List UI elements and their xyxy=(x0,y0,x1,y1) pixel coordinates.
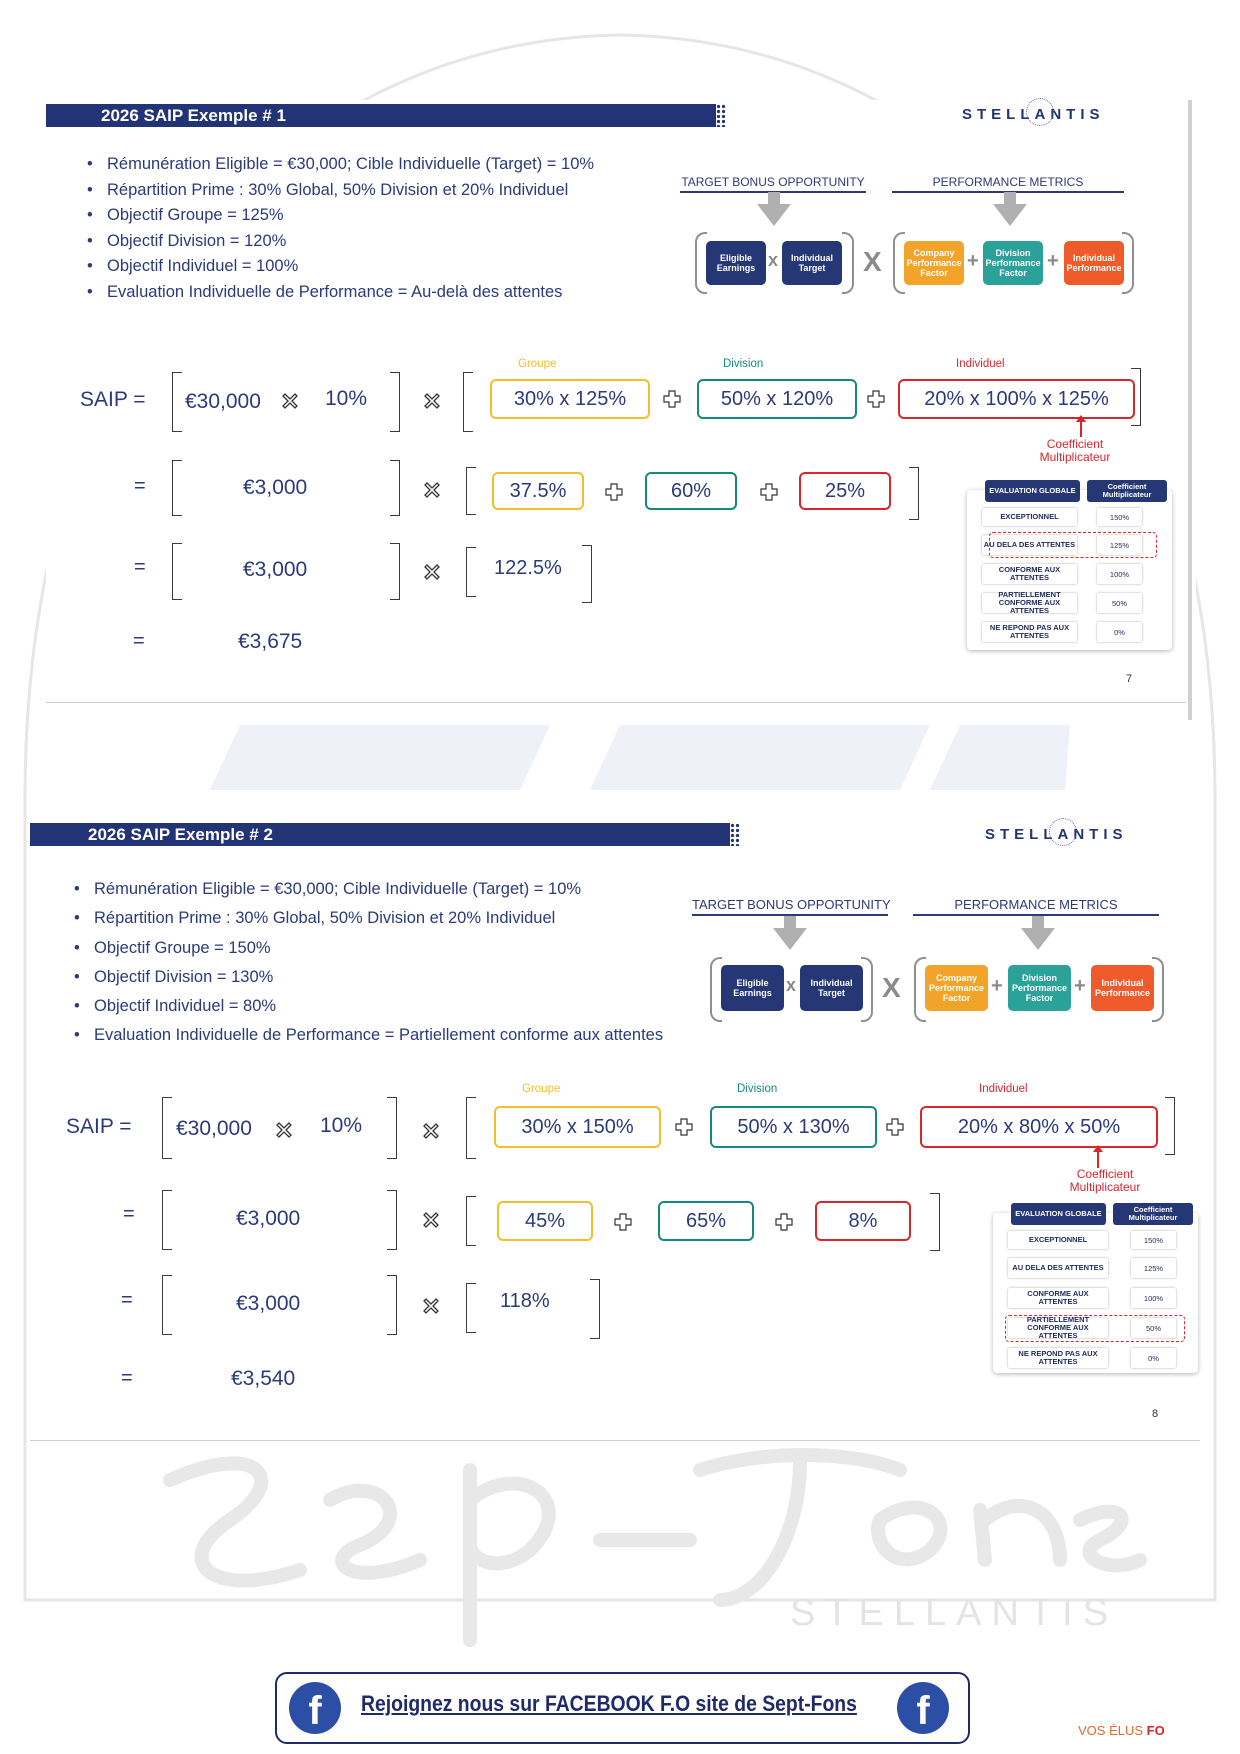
paren-right xyxy=(1122,232,1134,294)
plus-icon: + xyxy=(1047,250,1059,272)
eligible-earnings-box: Eligible Earnings xyxy=(706,241,766,285)
facebook-icon: f xyxy=(897,1682,949,1734)
slide-1-right-edge xyxy=(1188,100,1192,720)
bracket-right xyxy=(582,545,592,603)
bracket-right xyxy=(390,543,400,600)
table-row-value: 150% xyxy=(1097,508,1142,526)
result-value: €3,675 xyxy=(238,630,303,653)
bracket-right xyxy=(930,1193,940,1251)
multiply-icon xyxy=(275,1121,293,1139)
table-row-label: PARTIELLEMENT CONFORME AUX ATTENTES xyxy=(982,593,1077,613)
individuel-box: 20% x 100% x 125% xyxy=(898,379,1135,419)
table-row-label: EXCEPTIONNEL xyxy=(1008,1231,1108,1249)
base-value: €3,000 xyxy=(236,1207,301,1230)
equals-sign: = xyxy=(121,1367,133,1389)
equals-sign: = xyxy=(123,1203,135,1225)
bullet-item: • Objectif Individuel = 80% xyxy=(74,992,663,1021)
facebook-link[interactable]: Rejoignez nous sur FACEBOOK F.O site de Sept-Fons xyxy=(361,1691,857,1716)
multiply-icon xyxy=(423,563,441,581)
division-result-box: 65% xyxy=(658,1201,754,1241)
target-bonus-header: TARGET BONUS OPPORTUNITY xyxy=(680,175,866,193)
bracket-right xyxy=(387,1097,397,1159)
base-value: €3,000 xyxy=(243,476,308,499)
multiply-icon: x xyxy=(768,250,779,270)
eligible-earnings-box: Eligible Earnings xyxy=(721,965,784,1011)
bracket-left xyxy=(466,1283,476,1333)
bracket-left xyxy=(172,460,182,516)
multiply-icon: x xyxy=(786,975,797,995)
table-row-value: 125% xyxy=(1097,535,1142,555)
plus-icon xyxy=(867,390,885,408)
multiply-icon xyxy=(423,392,441,410)
groupe-box: 30% x 150% xyxy=(494,1106,661,1148)
vos-elus-text: VOS ÉLUS xyxy=(1078,1723,1147,1738)
bracket-left xyxy=(162,1275,172,1335)
table-row-value: 100% xyxy=(1131,1288,1176,1308)
groupe-box: 30% x 125% xyxy=(490,379,650,419)
bracket-left xyxy=(172,372,182,432)
equals-sign: = xyxy=(134,556,146,578)
table-row-value: 150% xyxy=(1131,1231,1176,1249)
performance-table xyxy=(993,1205,1198,1373)
table-row-label: CONFORME AUX ATTENTES xyxy=(1008,1288,1108,1308)
base-value: €3,000 xyxy=(236,1292,301,1315)
groupe-label: Groupe xyxy=(518,358,557,370)
groupe-result-box: 37.5% xyxy=(492,472,584,510)
table-header-evaluation: EVALUATION GLOBALE xyxy=(985,480,1080,502)
target-value: 10% xyxy=(320,1114,363,1137)
slide-2-bullets xyxy=(74,875,663,1051)
plus-icon: + xyxy=(967,250,979,272)
table-row-label: AU DELA DES ATTENTES xyxy=(982,535,1077,555)
multiply-icon xyxy=(422,1297,440,1315)
individuel-label: Individuel xyxy=(956,358,1005,370)
table-row-value: 50% xyxy=(1097,593,1142,613)
red-arrow-icon xyxy=(1080,420,1082,437)
bullet-item: • Evaluation Individuelle de Performance = Au-delà des attentes xyxy=(87,280,594,306)
fo-text: FO xyxy=(1146,1723,1165,1738)
bracket-left xyxy=(466,547,476,597)
individual-performance-box: Individual Performance xyxy=(1091,965,1154,1011)
paren-right xyxy=(842,232,854,294)
plus-icon: + xyxy=(1074,975,1086,997)
arrow-down-icon xyxy=(773,928,807,950)
saip-label: SAIP = xyxy=(66,1115,132,1138)
bullet-item: • Objectif Division = 130% xyxy=(74,963,663,992)
highlight-dashed-row xyxy=(989,532,1157,558)
equals-sign: = xyxy=(121,1289,133,1311)
bullet-item: • Rémunération Eligible = €30,000; Cible Individuelle (Target) = 10% xyxy=(87,152,594,178)
highlight-dashed-row xyxy=(1005,1315,1185,1342)
multiply-icon xyxy=(422,1211,440,1229)
multiply-icon xyxy=(422,1122,440,1140)
bracket-right xyxy=(387,1275,397,1335)
facebook-banner[interactable] xyxy=(275,1672,970,1744)
table-row-value: 0% xyxy=(1097,622,1142,642)
slide-1-title: 2026 SAIP Exemple # 1 xyxy=(46,104,716,127)
equals-sign: = xyxy=(133,630,145,652)
table-row-label: EXCEPTIONNEL xyxy=(982,508,1077,526)
table-header-evaluation: EVALUATION GLOBALE xyxy=(1011,1203,1106,1225)
table-header-coefficient: Coefficient Multiplicateur xyxy=(1113,1203,1193,1225)
plus-icon xyxy=(675,1118,693,1136)
bracket-right xyxy=(1131,368,1141,426)
slide-1-bullets xyxy=(87,152,594,306)
table-row-label: NE REPOND PAS AUX ATTENTES xyxy=(1008,1348,1108,1368)
plus-icon xyxy=(886,1118,904,1136)
table-row-value: 100% xyxy=(1097,564,1142,584)
arrow-down-icon xyxy=(757,204,791,226)
bracket-right xyxy=(387,1190,397,1250)
table-row-label: NE REPOND PAS AUX ATTENTES xyxy=(982,622,1077,642)
result-value: €3,540 xyxy=(231,1367,296,1390)
bullet-item: • Objectif Individuel = 100% xyxy=(87,254,594,280)
individual-target-box: Individual Target xyxy=(800,965,863,1011)
individual-target-box: Individual Target xyxy=(782,241,842,285)
plus-icon xyxy=(614,1213,632,1231)
performance-metrics-header: PERFORMANCE METRICS xyxy=(913,897,1159,916)
plus-icon xyxy=(605,483,623,501)
bracket-right xyxy=(590,1279,600,1339)
bracket-left xyxy=(162,1190,172,1250)
plus-icon xyxy=(760,483,778,501)
individuel-box: 20% x 80% x 50% xyxy=(920,1106,1158,1148)
page-number: 7 xyxy=(1126,673,1133,685)
eligible-earnings-value: €30,000 xyxy=(185,390,261,413)
bullet-item: • Evaluation Individuelle de Performance = Partiellement conforme aux attentes xyxy=(74,1021,663,1050)
groupe-result-box: 45% xyxy=(497,1201,593,1241)
page-number: 8 xyxy=(1152,1408,1159,1420)
table-row-value: 125% xyxy=(1131,1258,1176,1278)
arrow-down-icon xyxy=(993,204,1027,226)
multiply-icon: X xyxy=(882,972,901,1003)
bullet-item: • Répartition Prime : 30% Global, 50% Division et 20% Individuel xyxy=(74,904,663,933)
saip-label: SAIP = xyxy=(80,388,146,411)
slide-divider xyxy=(46,702,1186,703)
bracket-left xyxy=(463,372,473,432)
bullet-item: • Objectif Groupe = 150% xyxy=(74,934,663,963)
total-percentage: 118% xyxy=(500,1290,550,1312)
individuel-result-box: 25% xyxy=(799,472,891,510)
division-label: Division xyxy=(723,358,764,370)
watermark-brand: STELLANTIS xyxy=(790,1592,1119,1634)
slide-divider xyxy=(30,1440,1200,1441)
vos-elus-fo xyxy=(1078,1723,1165,1738)
facebook-icon: f xyxy=(289,1682,341,1734)
company-performance-box: Company Performance Factor xyxy=(904,241,964,285)
division-result-box: 60% xyxy=(645,472,737,510)
target-value: 10% xyxy=(325,387,368,410)
paren-right xyxy=(1152,957,1164,1022)
bracket-left xyxy=(172,543,182,600)
table-row-label: AU DELA DES ATTENTES xyxy=(1008,1258,1108,1278)
individuel-result-box: 8% xyxy=(815,1201,911,1241)
groupe-label: Groupe xyxy=(522,1083,561,1095)
company-performance-box: Company Performance Factor xyxy=(925,965,988,1011)
multiply-icon: X xyxy=(863,246,882,277)
table-row-value: 50% xyxy=(1131,1318,1176,1338)
division-box: 50% x 130% xyxy=(710,1106,877,1148)
performance-metrics-header: PERFORMANCE METRICS xyxy=(892,175,1124,193)
stellantis-logo: STELLANTIS xyxy=(985,826,1128,843)
plus-icon: + xyxy=(991,975,1003,997)
stellantis-logo: STELLANTIS xyxy=(962,106,1105,123)
red-arrow-icon xyxy=(1097,1150,1099,1168)
bullet-item: • Objectif Groupe = 125% xyxy=(87,203,594,229)
total-percentage: 122.5% xyxy=(494,557,562,579)
bullet-item: • Répartition Prime : 30% Global, 50% Division et 20% Individuel xyxy=(87,178,594,204)
table-row-value: 0% xyxy=(1131,1348,1176,1368)
table-row-label: CONFORME AUX ATTENTES xyxy=(982,564,1077,584)
bracket-right xyxy=(1165,1097,1175,1155)
slide-2-title: 2026 SAIP Exemple # 2 xyxy=(30,823,730,846)
bracket-left xyxy=(162,1097,172,1159)
bracket-right xyxy=(909,467,919,520)
coefficient-label: Coefficient Multiplicateur xyxy=(1069,1167,1141,1194)
bullet-item: • Rémunération Eligible = €30,000; Cible Individuelle (Target) = 10% xyxy=(74,875,663,904)
plus-icon xyxy=(775,1213,793,1231)
bracket-left xyxy=(466,1196,476,1246)
table-row-label: PARTIELLEMENT CONFORME AUX ATTENTES xyxy=(1008,1318,1108,1338)
bracket-right xyxy=(390,460,400,516)
performance-table xyxy=(967,482,1172,650)
eligible-earnings-value: €30,000 xyxy=(176,1117,252,1140)
division-label: Division xyxy=(737,1083,778,1095)
bracket-left xyxy=(466,467,476,515)
base-value: €3,000 xyxy=(243,558,308,581)
bullet-item: • Objectif Division = 120% xyxy=(87,229,594,255)
arrow-down-icon xyxy=(1021,928,1055,950)
multiply-icon xyxy=(281,392,299,410)
bracket-right xyxy=(390,372,400,432)
plus-icon xyxy=(663,390,681,408)
equals-sign: = xyxy=(134,475,146,497)
coefficient-label: Coefficient Multiplicateur xyxy=(1039,437,1111,464)
division-performance-box: Division Performance Factor xyxy=(983,241,1043,285)
individual-performance-box: Individual Performance xyxy=(1064,241,1124,285)
individuel-label: Individuel xyxy=(979,1083,1028,1095)
paren-right xyxy=(861,957,873,1022)
bracket-left xyxy=(466,1097,476,1159)
division-box: 50% x 120% xyxy=(697,379,857,419)
table-header-coefficient: Coefficient Multiplicateur xyxy=(1087,480,1167,502)
division-performance-box: Division Performance Factor xyxy=(1008,965,1071,1011)
target-bonus-header: TARGET BONUS OPPORTUNITY xyxy=(692,897,888,916)
multiply-icon xyxy=(423,481,441,499)
